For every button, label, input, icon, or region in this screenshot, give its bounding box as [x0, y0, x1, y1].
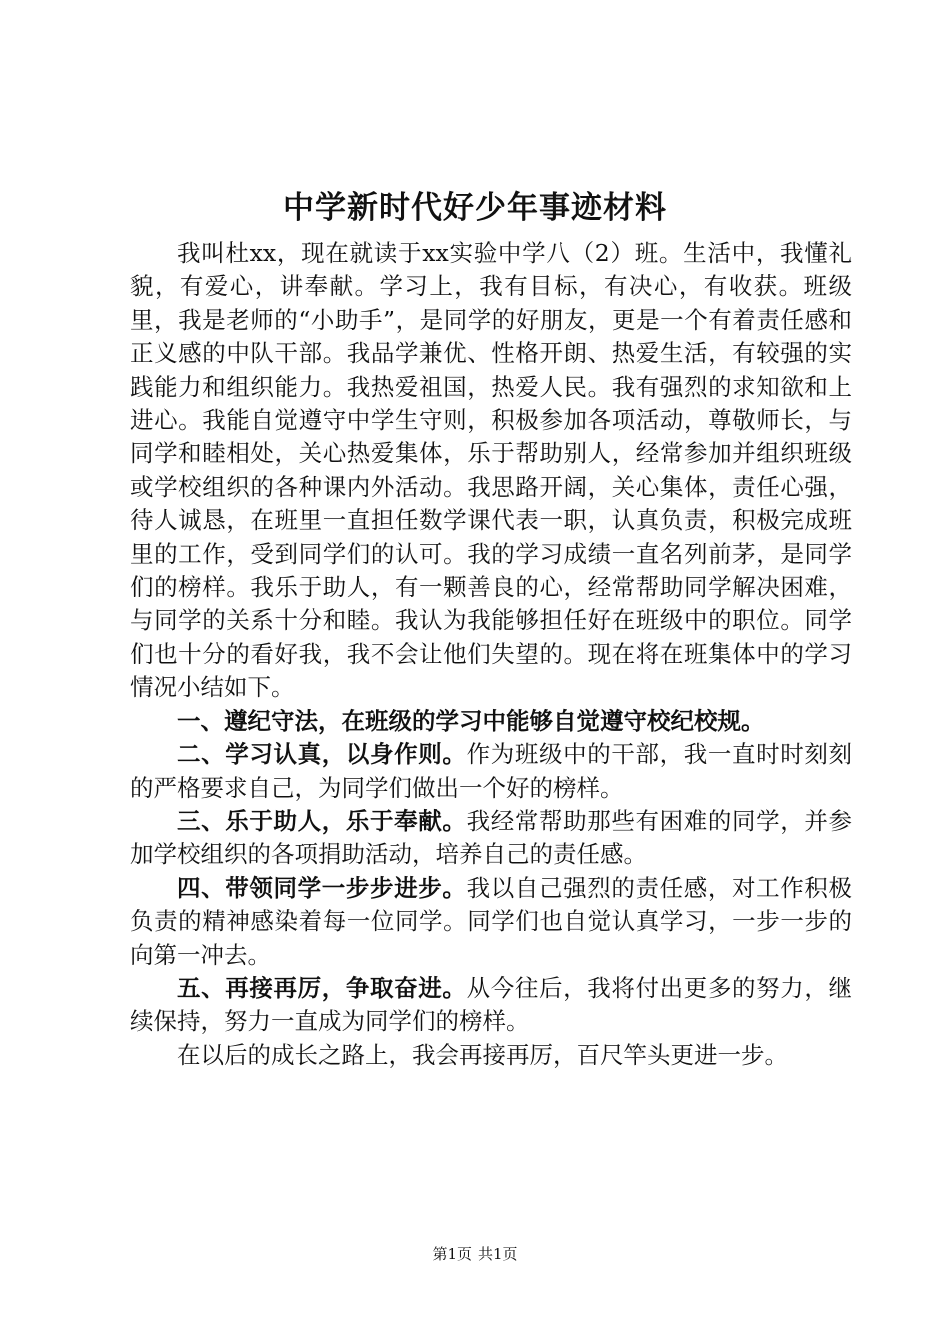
document-body: [130, 237, 852, 1072]
section-heading-2: 二、学习认真，以身作则。: [177, 740, 467, 769]
section-text-5: 从今往后，我将付出更多的努力，继续保持，努力一直成为同学们的榜样。: [130, 973, 853, 1036]
section-paragraph-2: [130, 738, 852, 805]
intro-paragraph: 我叫杜xx，现在就读于xx实验中学八（2）班。生活中，我懂礼貌，有爱心，讲奉献。学习上，我有目标，有决心，有收获。班级里，我是老师的“小助手”，是同学的好朋友，更是一个有着责任感和正义感的中队干部。我品学兼优、性格开朗、热爱生活，有较强的实践能力和组织能力。我热爱祖国，热爱人民。我有强烈的求知欲和上进心。我能自觉遵守中学生守则，积极参加各项活动，尊敬师长，与同学和睦相处，关心热爱集体，乐于帮助别人，经常参加并组织班级或学校组织的各种课内外活动。我思路开阔，关心集体，责任心强，待人诚恳，在班里一直担任数学课代表一职，认真负责，积极完成班里的工作，受到同学们的认可。我的学习成绩一直名列前茅，是同学们的榜样。我乐于助人，有一颗善良的心，经常帮助同学解决困难，与同学的关系十分和睦。我认为我能够担任好在班级中的职位。同学们也十分的看好我，我不会让他们失望的。现在将在班集体中的学习情况小结如下。: [130, 239, 852, 702]
document-title: 中学新时代好少年事迹材料: [283, 190, 667, 226]
section-text-3: 我经常帮助那些有困难的同学，并参加学校组织的各项捐助活动，培养自己的责任感。: [130, 806, 853, 869]
section-paragraph-5: [130, 972, 852, 1039]
closing-paragraph: 在以后的成长之路上，我会再接再厉，百尺竿头更进一步。: [177, 1040, 788, 1069]
section-heading-4: 四、带领同学一步步进步。: [177, 873, 467, 902]
section-paragraph-4: [130, 872, 852, 972]
section-heading-3: 三、乐于助人，乐于奉献。: [177, 806, 467, 835]
page-footer: [0, 1244, 950, 1264]
section-heading-1: 一、遵纪守法，在班级的学习中能够自觉遵守校纪校规。: [177, 706, 765, 735]
section-text-4: 我以自己强烈的责任感，对工作积极负责的精神感染着每一位同学。同学们也自觉认真学习，一步一步的向第一冲去。: [130, 873, 853, 969]
section-paragraph-1: [130, 705, 852, 738]
page-number: 第1页: [432, 1245, 472, 1263]
section-text-2: 作为班级中的干部，我一直时时刻刻的严格要求自己，为同学们做出一个好的榜样。: [130, 740, 853, 802]
page-total: 共1页: [478, 1245, 518, 1263]
section-paragraph-3: [130, 805, 852, 872]
section-heading-5: 五、再接再厉，争取奋进。: [177, 973, 467, 1002]
